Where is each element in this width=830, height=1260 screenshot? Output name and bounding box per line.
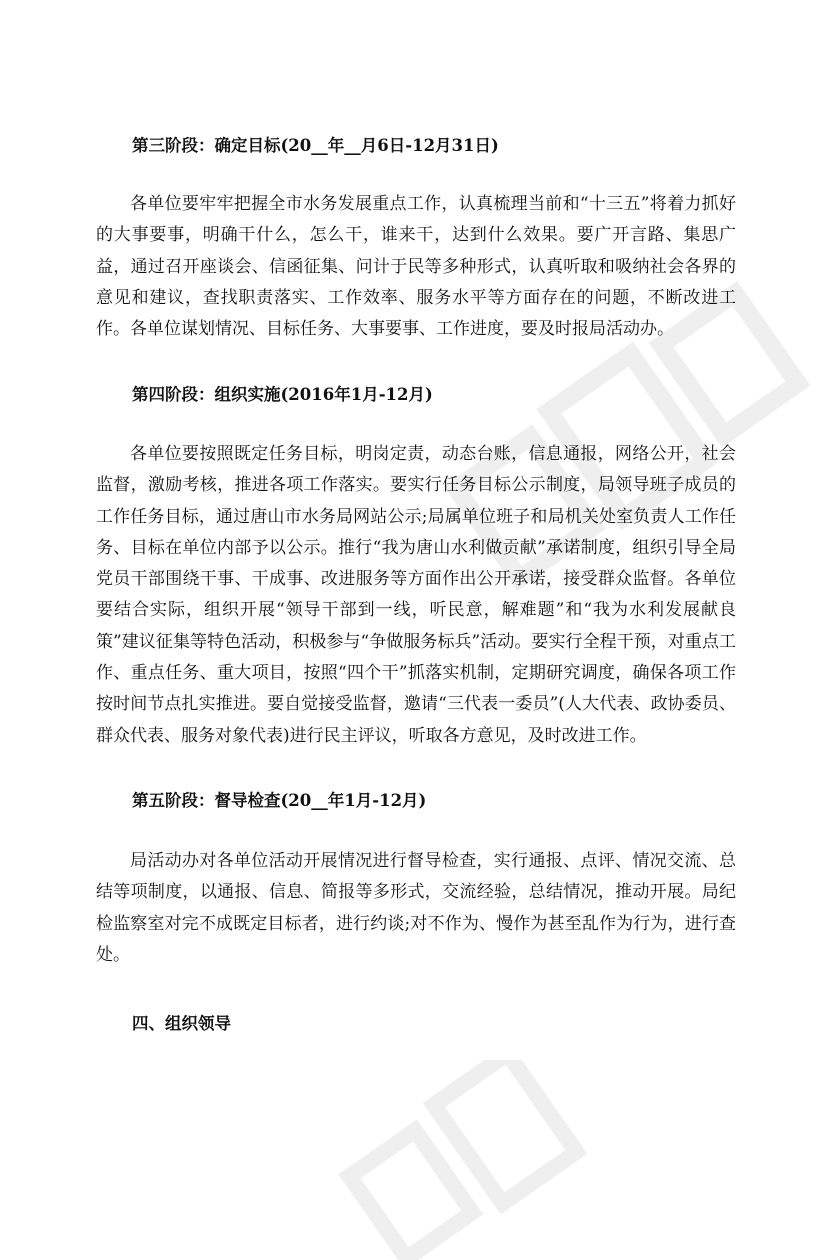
stage5-paragraph: 局活动办对各单位活动开展情况进行督导检查，实行通报、点评、情况交流、总结等项制度，以通报、信息、简报等多形式，交流经验，总结情况，推动开展。局纪检监察室对完不成既定目标者，进行约谈;对不作为、慢作为甚至乱作为行为，进行查处。	[96, 851, 736, 965]
stage3-paragraph: 各单位要牢牢把握全市水务发展重点工作，认真梳理当前和“十三五”将着力抓好的大事要事，明确干什么，怎么干，谁来干，达到什么效果。要广开言路、集思广益，通过召开座谈会、信函征集、问计于民等多种形式，认真听取和吸纳社会各界的意见和建议，查找职责落实、工作效率、服务水平等方面存在的问题，不断改进工作。各单位谋划情况、目标任务、大事要事、工作进度，要及时报局活动办。	[96, 194, 736, 340]
stage4-paragraph: 各单位要按照既定任务目标，明岗定责，动态台账，信息通报，网络公开，社会监督，激励考核，推进各项工作落实。要实行任务目标公示制度，局领导班子成员的工作任务目标，通过唐山市水务局网站公示;局属单位班子和局机关处室负责人工作任务、目标在单位内部予以公示。推行“我为唐山水利做贡献”承诺制度，组织引导全局党员干部围绕干事、干成事、改进服务等方面作出公开承诺，接受群众监督。各单位要结合实际，组织开展“领导干部到一线，听民意，解难题”和“我为水利发展献良策”建议征集等特色活动，积极参与“争做服务标兵”活动。要实行全程干预，对重点工作、重点任务、重大项目，按照“四个干”抓落实机制，定期研究调度，确保各项工作按时间节点扎实推进。要自觉接受监督，邀请“三代表一委员”(人大代表、政协委员、群众代表、服务对象代表)进行民主评议，听取各方意见，及时改进工作。	[96, 444, 736, 746]
stage5-heading: 第五阶段：督导检查(20__年1月-12月)	[132, 791, 427, 810]
stage3-heading: 第三阶段：确定目标(20__年__月6日-12月31日)	[132, 136, 499, 155]
stage4-heading: 第四阶段：组织实施(2016年1月-12月)	[132, 385, 433, 404]
section4-heading: 四、组织领导	[132, 1014, 231, 1033]
watermark-logo-icon	[330, 1060, 590, 1260]
